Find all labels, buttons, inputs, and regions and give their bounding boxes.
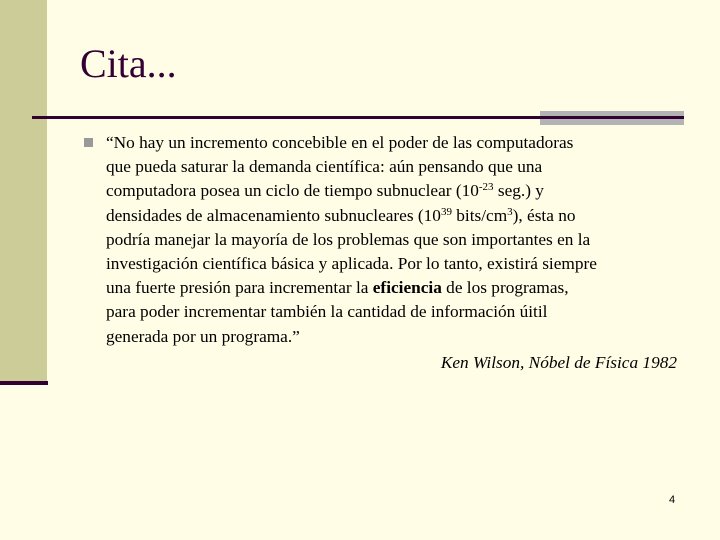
quote-line [106, 179, 686, 203]
quote-fragment: computadora posea un ciclo de tiempo subnuclear (10 [106, 181, 479, 201]
quote-fragment: seg.) y [493, 181, 544, 201]
left-decorative-band [0, 0, 47, 383]
exponent: 39 [440, 205, 452, 218]
page-number: 4 [669, 494, 676, 506]
quote-line: para poder incrementar también la cantidad de información úitil [106, 302, 548, 322]
exponent: -23 [478, 181, 494, 194]
quote-fragment: una fuerte presión para incrementar la [106, 278, 373, 298]
quote-fragment: ), ésta no [512, 205, 576, 225]
quote-line: generada por un programa.” [106, 326, 300, 346]
quote-fragment: bits/cm [451, 205, 508, 225]
exponent: 3 [507, 205, 513, 218]
left-band-underline [0, 381, 48, 385]
quote-line: “No hay un incremento concebible en el poder de las computadoras [106, 133, 574, 152]
title-divider-accent-line [540, 116, 684, 119]
quote-line: investigación científica básica y aplicada. Por lo tanto, existirá siempre [106, 254, 597, 274]
quote-fragment: de los programas, [441, 278, 569, 298]
quote-line [106, 204, 686, 228]
quote-line: que pueda saturar la demanda científica: aún pensando que una [106, 157, 543, 177]
bullet-square-icon [84, 138, 93, 147]
slide-title: Cita... [80, 41, 177, 86]
quote-line: podría manejar la mayoría de los problemas que son importantes en la [106, 229, 591, 249]
emphasized-word: eficiencia [372, 278, 442, 298]
quote-fragment: densidades de almacenamiento subnucleares (10 [106, 205, 441, 225]
quote-line [106, 276, 686, 300]
quote-text [106, 131, 686, 349]
quote-attribution: Ken Wilson, Nóbel de Física 1982 [440, 353, 677, 372]
